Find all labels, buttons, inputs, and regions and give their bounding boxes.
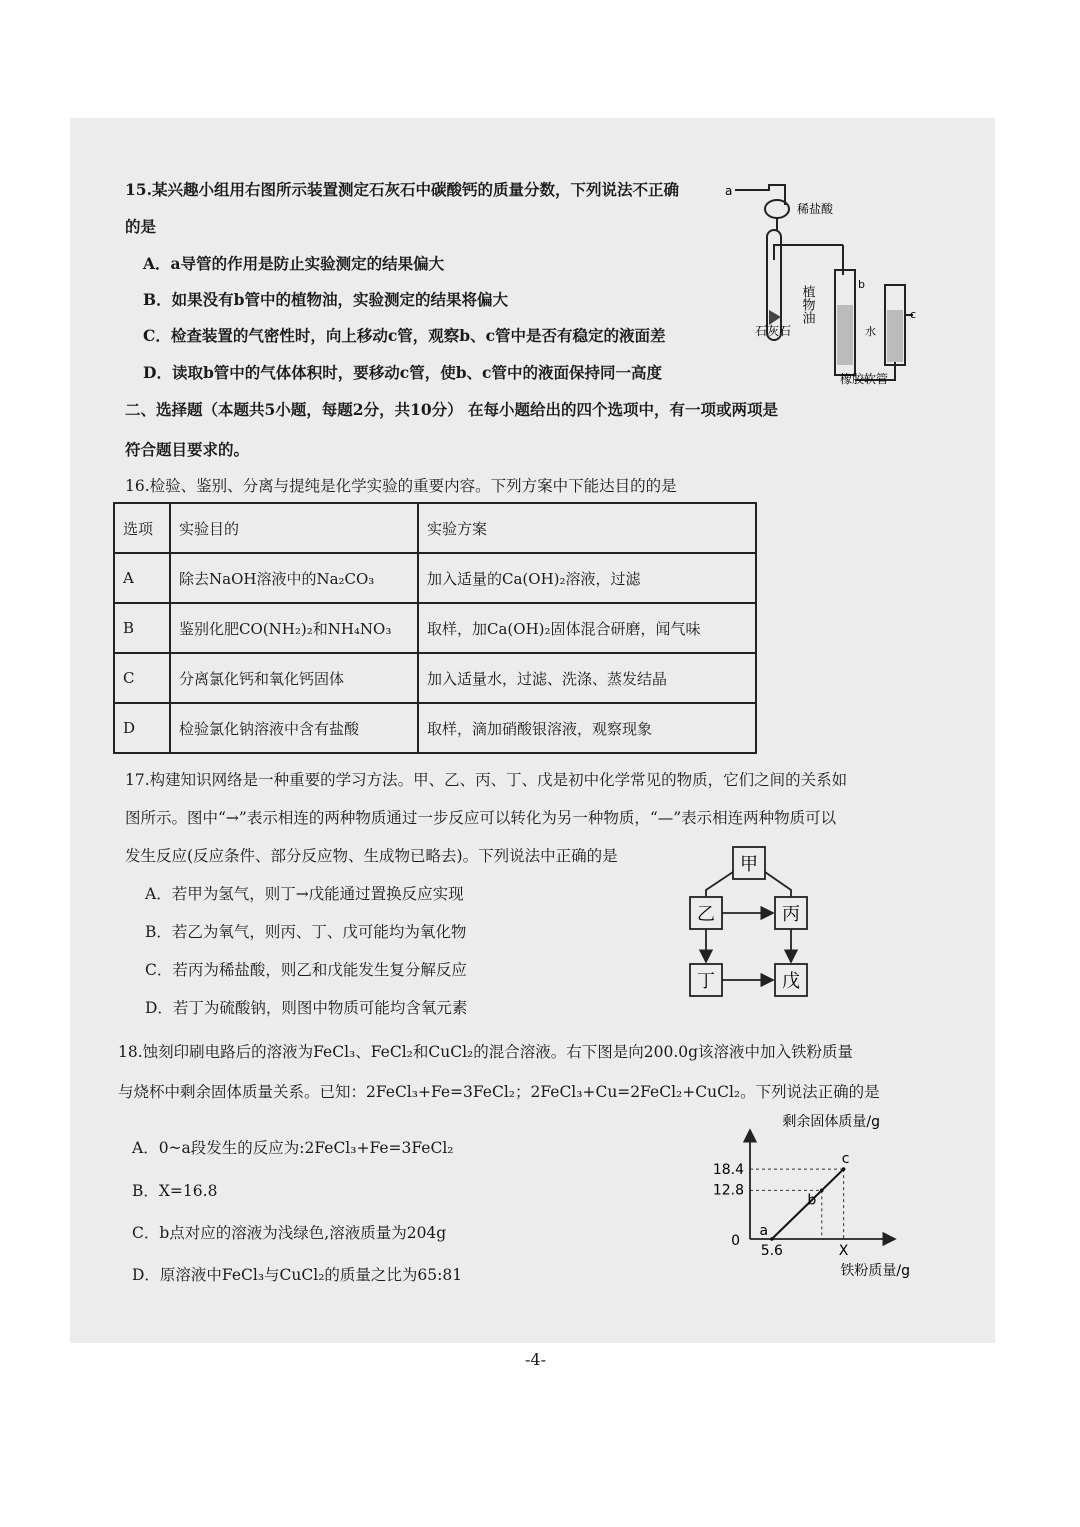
q17-option-a: A．若甲为氢气，则丁→戊能通过置换反应实现: [145, 885, 464, 903]
cell-plan: 取样，滴加硝酸银溶液，观察现象: [418, 703, 756, 753]
cell-plan: 加入适量的Ca(OH)₂溶液，过滤: [418, 553, 756, 603]
q15-fig-label-c: c: [910, 308, 917, 321]
section2-header-line2: 符合题目要求的。: [125, 440, 250, 459]
q15-fig-label-hose: 橡胶软管: [840, 372, 889, 386]
q17-stem-line2: 图所示。图中“→”表示相连的两种物质通过一步反应可以转化为另一种物质，“—”表示相连两种物质可以: [125, 809, 837, 827]
q17-option-b: B．若乙为氧气，则丙、丁、戊可能均为氧化物: [145, 923, 467, 941]
q16-experiment-table: [113, 502, 757, 754]
table-row: [114, 603, 756, 653]
q17-node-wu: 戊: [782, 971, 800, 992]
q15-stem-line2: 的是: [125, 217, 157, 236]
cell-option: B: [114, 603, 170, 653]
y-tick-label: 12.8: [712, 1182, 744, 1199]
q17-option-d: D．若丁为硫酸钠，则图中物质可能均含氧元素: [145, 999, 468, 1017]
origin-label: 0: [731, 1233, 740, 1249]
table-row: [114, 653, 756, 703]
q15-fig-label-acid: 稀盐酸: [797, 202, 834, 216]
cell-purpose: 鉴别化肥CO(NH₂)₂和NH₄NO₃: [170, 603, 418, 653]
q17-option-c: C．若丙为稀盐酸，则乙和戊能发生复分解反应: [145, 961, 467, 979]
cell-purpose: 检验氯化钠溶液中含有盐酸: [170, 703, 418, 753]
q17-relation-diagram: [685, 842, 815, 1007]
x-tick-label: X: [838, 1243, 849, 1259]
cell-option: A: [114, 553, 170, 603]
q15-option-a: A．a导管的作用是防止实验测定的结果偏大: [143, 254, 445, 273]
cell-plan: 取样，加Ca(OH)₂固体混合研磨，闻气味: [418, 603, 756, 653]
q17-node-bing: 丙: [782, 904, 800, 925]
point-label-a: a: [759, 1223, 769, 1239]
q15-option-b: B．如果没有b管中的植物油，实验测定的结果将偏大: [143, 290, 508, 309]
q15-fig-label-water: 水: [865, 325, 876, 338]
q15-fig-label-a: a: [725, 184, 733, 198]
cell-option: C: [114, 653, 170, 703]
cell-option: D: [114, 703, 170, 753]
y-tick-label: 18.4: [712, 1162, 744, 1179]
q18-option-d: D．原溶液中FeCl₃与CuCl₂的质量之比为65:81: [132, 1266, 463, 1284]
header-plan: 实验方案: [418, 503, 756, 553]
page-number: -4-: [525, 1350, 546, 1369]
x-axis-label: 铁粉质量/g: [840, 1263, 910, 1279]
data-point-b: [820, 1189, 824, 1193]
header-option: 选项: [114, 503, 170, 553]
q15-stem-line1: 15.某兴趣小组用右图所示装置测定石灰石中碳酸钙的质量分数，下列说法不正确: [125, 180, 679, 199]
q18-stem-line1: 18.蚀刻印刷电路后的溶液为FeCl₃、FeCl₂和CuCl₂的混合溶液。右下图是向200.0g该溶液中加入铁粉质量: [118, 1043, 854, 1061]
cell-purpose: 分离氯化钙和氧化钙固体: [170, 653, 418, 703]
table-header-row: [114, 503, 756, 553]
q18-option-c: C．b点对应的溶液为浅绿色,溶液质量为204g: [132, 1224, 447, 1242]
point-label-b: b: [807, 1192, 817, 1209]
q15-option-c: C．检查装置的气密性时，向上移动c管，观察b、c管中是否有稳定的液面差: [143, 326, 666, 345]
q17-node-jia: 甲: [740, 854, 758, 875]
x-tick-label: 5.6: [760, 1243, 783, 1259]
header-purpose: 实验目的: [170, 503, 418, 553]
point-label-c: c: [841, 1151, 850, 1168]
q17-stem-line3: 发生反应(反应条件、部分反应物、生成物已略去)。下列说法中正确的是: [125, 847, 618, 865]
q15-apparatus-figure: [725, 175, 930, 390]
q17-stem-line1: 17.构建知识网络是一种重要的学习方法。甲、乙、丙、丁、戊是初中化学常见的物质，它们之间的关系如: [125, 771, 848, 789]
q15-fig-label-limestone: 石灰石: [755, 324, 792, 338]
data-point-a: [770, 1237, 774, 1241]
q16-stem: 16.检验、鉴别、分离与提纯是化学实验的重要内容。下列方案中下能达目的的是: [125, 477, 677, 495]
q18-option-a: A．0~a段发生的反应为:2FeCl₃+Fe=3FeCl₂: [132, 1139, 454, 1157]
section2-header-line1: 二、选择题（本题共5小题，每题2分，共10分） 在每小题给出的四个选项中，有一项或两项是: [125, 400, 779, 419]
table-row: [114, 553, 756, 603]
table-row: [114, 703, 756, 753]
q18-stem-line2: 与烧杯中剩余固体质量关系。已知：2FeCl₃+Fe=3FeCl₂；2FeCl₃+Cu=2FeCl₂+CuCl₂。下列说法正确的是: [118, 1083, 880, 1101]
q18-option-b: B．X=16.8: [132, 1182, 218, 1200]
data-point-c: [842, 1167, 846, 1171]
q17-node-yi: 乙: [697, 904, 715, 925]
q15-fig-label-oil: 植物油: [799, 285, 815, 324]
q18-chart: [712, 1105, 920, 1285]
q15-option-d: D．读取b管中的气体体积时，要移动c管，使b、c管中的液面保持同一高度: [143, 363, 662, 382]
q15-fig-label-b: b: [858, 278, 865, 291]
cell-purpose: 除去NaOH溶液中的Na₂CO₃: [170, 553, 418, 603]
y-axis-label: 剩余固体质量/g: [782, 1114, 880, 1130]
q17-node-ding: 丁: [697, 971, 715, 992]
cell-plan: 加入适量水，过滤、洗涤、蒸发结晶: [418, 653, 756, 703]
